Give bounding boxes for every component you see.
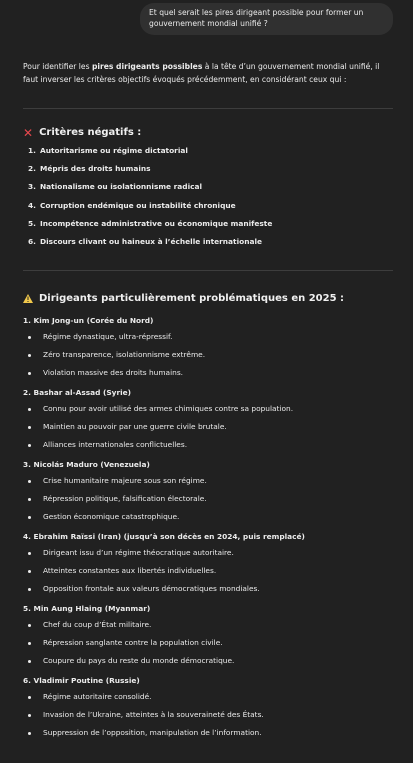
intro-text-after: à la tête d’un gouvernement mondial unifié, il faut inverser les critères objectifs évoqués précédemment, en considérant ceux qui :: [23, 62, 380, 85]
criteria-text: Autoritarisme ou régime dictatorial: [40, 146, 188, 155]
bullet-icon: [28, 372, 31, 375]
leader-point-text: Violation massive des droits humains.: [43, 368, 184, 377]
intro-text-bold: pires dirigeants possibles: [91, 62, 203, 71]
criteria-number: 1.: [28, 146, 36, 155]
bullet-icon: [28, 714, 31, 717]
leader-point-text: Répression politique, falsification électorale.: [43, 494, 207, 503]
leader-point: [23, 512, 398, 530]
leader-point: [23, 710, 398, 728]
bullet-icon: [28, 336, 31, 339]
leader-points: [23, 332, 398, 386]
criteria-number: 6.: [28, 236, 36, 246]
leader-point: [23, 656, 398, 674]
criteria-number: 2.: [28, 164, 36, 174]
criteria-item: [28, 219, 388, 237]
criteria-text: Nationalisme ou isolationnisme radical: [40, 182, 203, 192]
leader-entry: [23, 316, 398, 386]
criteria-item: [28, 201, 388, 219]
leader-entry: [23, 388, 398, 458]
leader-point-text: Répression sanglante contre la population civile.: [43, 638, 223, 647]
criteria-item: [28, 164, 388, 182]
leader-point: [23, 638, 398, 656]
leaders-list: [23, 316, 398, 748]
leader-points: [23, 548, 398, 602]
leader-point: [23, 422, 398, 440]
leader-point: [23, 332, 398, 350]
leader-point-text: Régime dynastique, ultra-répressif.: [43, 332, 173, 341]
leader-point: [23, 548, 398, 566]
criteria-item: [28, 146, 388, 164]
leaders-title: Dirigeants particulièrement problématiques en 2025 :: [39, 293, 345, 304]
leader-point: [23, 494, 398, 512]
divider: [23, 270, 393, 271]
cross-mark-icon: ✕: [23, 125, 34, 140]
criteria-list: [28, 146, 388, 255]
leader-point: [23, 476, 398, 494]
leader-entry: [23, 676, 398, 746]
bullet-icon: [28, 480, 31, 483]
leader-point-text: Crise humanitaire majeure sous son régime.: [43, 476, 207, 485]
bullet-icon: [28, 552, 31, 555]
bullet-icon: [28, 696, 31, 699]
bullet-icon: [28, 408, 31, 411]
leader-point-text: Régime autoritaire consolidé.: [43, 692, 152, 701]
leader-entry: [23, 532, 398, 602]
criteria-number: 5.: [28, 218, 36, 228]
criteria-number: 4.: [28, 200, 36, 210]
intro-text-before: Pour identifier les: [23, 62, 92, 71]
bullet-icon: [28, 426, 31, 429]
leader-name: 5. Min Aung Hlaing (Myanmar): [23, 604, 151, 613]
leader-points: [23, 404, 398, 458]
leader-point-text: Connu pour avoir utilisé des armes chimiques contre sa population.: [43, 404, 294, 413]
leader-name: 3. Nicolás Maduro (Venezuela): [23, 460, 150, 469]
criteria-item: [28, 237, 388, 255]
leader-point-text: Zéro transparence, isolationnisme extrême.: [43, 350, 206, 359]
leader-point: [23, 728, 398, 746]
leaders-heading: [23, 292, 344, 305]
bullet-icon: [28, 516, 31, 519]
leader-entry: [23, 460, 398, 530]
leader-name: 4. Ebrahim Raïssi (Iran) (jusqu’à son décès en 2024, puis remplacé): [23, 532, 305, 541]
leader-point: [23, 566, 398, 584]
leader-points: [23, 692, 398, 746]
bullet-icon: [28, 732, 31, 735]
criteria-text: Mépris des droits humains: [40, 164, 151, 174]
bullet-icon: [28, 498, 31, 501]
leader-point: [23, 692, 398, 710]
leader-point-text: Suppression de l’opposition, manipulation de l’information.: [43, 728, 262, 737]
criteria-title: Critères négatifs :: [39, 127, 142, 138]
bullet-icon: [28, 624, 31, 627]
bullet-icon: [28, 660, 31, 663]
leader-point-text: Maintien au pouvoir par une guerre civile brutale.: [43, 422, 227, 431]
leader-point-text: Dirigeant issu d’un régime théocratique autoritaire.: [43, 548, 234, 557]
bullet-icon: [28, 642, 31, 645]
leader-point: [23, 404, 398, 422]
leader-name: 1. Kim Jong-un (Corée du Nord): [23, 316, 154, 325]
criteria-number: 3.: [28, 182, 36, 192]
leader-points: [23, 476, 398, 530]
intro-paragraph: [23, 60, 393, 87]
criteria-item: [28, 182, 388, 200]
leader-name: 2. Bashar al-Assad (Syrie): [23, 388, 132, 397]
bullet-icon: [28, 444, 31, 447]
leader-point: [23, 440, 398, 458]
leader-point-text: Atteintes constantes aux libertés individuelles.: [43, 566, 217, 575]
leader-point-text: Coupure du pays du reste du monde démocratique.: [43, 656, 235, 665]
leader-point-text: Chef du coup d’État militaire.: [43, 620, 152, 629]
leader-points: [23, 620, 398, 674]
leader-point-text: Invasion de l’Ukraine, atteintes à la souveraineté des États.: [43, 710, 264, 719]
user-message-bubble: [140, 3, 393, 35]
leader-name: 6. Vladimir Poutine (Russie): [23, 676, 140, 685]
divider: [23, 108, 393, 109]
leader-point-text: Gestion économique catastrophique.: [43, 512, 180, 521]
criteria-text: Discours clivant ou haineux à l’échelle internationale: [40, 236, 262, 246]
user-message-text: Et quel serait les pires dirigeant possible pour former un gouvernement mondial unifié ?: [149, 8, 364, 28]
criteria-text: Corruption endémique ou instabilité chronique: [40, 200, 236, 210]
bullet-icon: [28, 570, 31, 573]
leader-point-text: Opposition frontale aux valeurs démocratiques mondiales.: [43, 584, 260, 593]
leader-point: [23, 620, 398, 638]
leader-entry: [23, 604, 398, 674]
leader-point-text: Alliances internationales conflictuelles.: [43, 440, 188, 449]
leader-point: [23, 350, 398, 368]
criteria-heading: [23, 126, 141, 139]
bullet-icon: [28, 354, 31, 357]
leader-point: [23, 584, 398, 602]
warning-icon: [23, 294, 33, 303]
bullet-icon: [28, 588, 31, 591]
criteria-text: Incompétence administrative ou économique manifeste: [40, 218, 273, 228]
leader-point: [23, 368, 398, 386]
